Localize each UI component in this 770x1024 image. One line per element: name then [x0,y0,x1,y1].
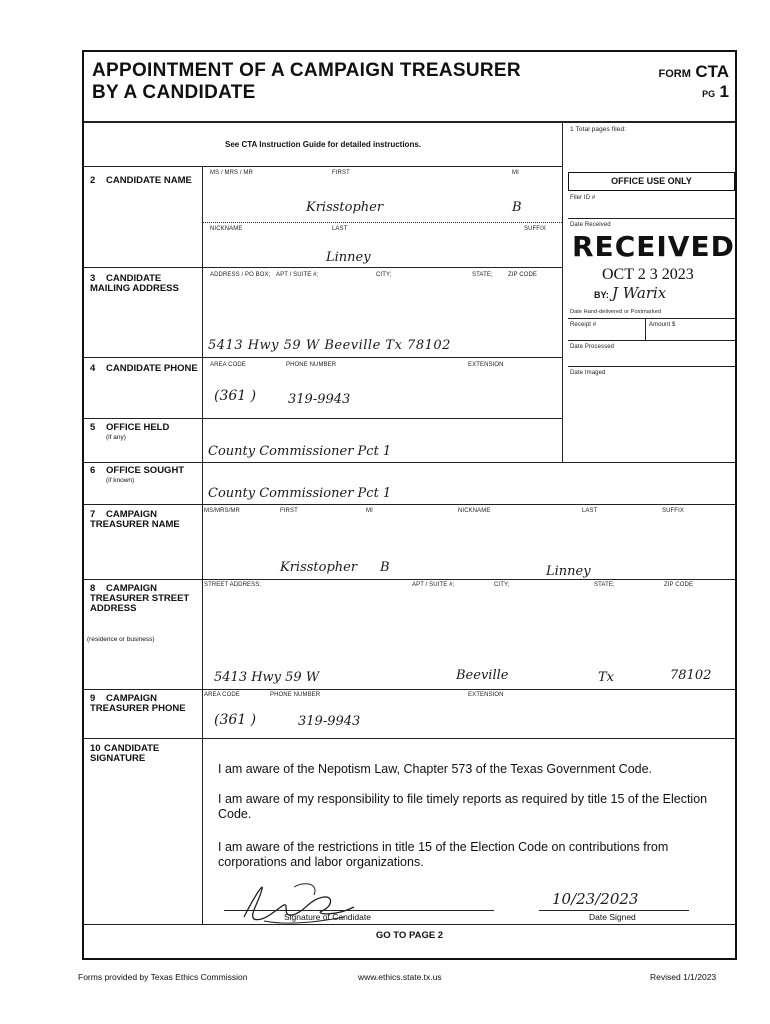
treasurer-zip-label: ZIP CODE [664,582,694,588]
footer-revised: Revised 1/1/2023 [650,972,717,982]
treasurer-city-label: CITY; [494,582,510,588]
candidate-address-value: 5413 Hwy 59 W Beeville Tx 78102 [208,338,451,353]
instructions-text: See CTA Instruction Guide for detailed instructions. [224,140,422,149]
form-number [609,62,729,102]
treasurer-last-name: Linney [546,564,591,579]
title-line-1: APPOINTMENT OF A CAMPAIGN TREASURER [92,60,521,81]
treasurer-zip-value: 78102 [670,668,712,683]
nickname-label: NICKNAME [210,226,243,232]
treasurer-city-value: Beeville [456,668,509,683]
office-held-value: County Commissioner Pct 1 [208,444,392,459]
page-number: 1 [719,82,729,101]
treasurer-extension-label: EXTENSION [468,692,504,698]
treasurer-nickname-label: NICKNAME [458,508,491,514]
stamp-date: OCT 2 3 2023 [602,266,694,283]
ms-mrs-mr-label: MS / MRS / MR [210,170,253,176]
treasurer-middle-initial: B [380,560,390,575]
date-signed-label: Date Signed [589,912,636,922]
receipt-label: Receipt # [570,322,597,328]
candidate-first-name: Krisstopher [306,200,384,215]
treasurer-first-name: Krisstopher [280,560,358,575]
hand-delivered-label: Date Hand-delivered or Postmarked [570,309,662,315]
footer-provided-by: Forms provided by Texas Ethics Commission [78,972,248,982]
candidate-signature-label: 10 CANDIDATE SIGNATURE [90,743,160,764]
candidate-address-label: 3 CANDIDATE MAILING ADDRESS [90,273,179,294]
date-processed-label: Date Processed [570,344,615,350]
treasurer-mi-label: MI [366,508,373,514]
treasurer-phone-number-label: PHONE NUMBER [270,692,321,698]
form-title [92,60,592,104]
zip-label: ZIP CODE [508,272,538,278]
candidate-area-code: (361 ) [214,388,257,404]
date-imaged-label: Date Imaged [570,370,606,376]
treasurer-phone-number: 319-9943 [298,714,361,729]
treasurer-area-code-label: AREA CODE [204,692,240,698]
form-code: CTA [695,62,729,81]
candidate-phone-number: 319-9943 [288,392,351,407]
office-sought-value: County Commissioner Pct 1 [208,486,392,501]
responsibility-statement: I am aware of my responsibility to file timely reports as required by title 15 of the Election Code. [218,792,708,821]
last-label: LAST [332,226,348,232]
residence-or-business-note: (residence or business) [87,636,155,643]
city-label: CITY; [376,272,392,278]
candidate-phone-label: 4 CANDIDATE PHONE [90,363,198,374]
treasurer-last-label: LAST [582,508,598,514]
office-sought-label: 6 OFFICE SOUGHT (if known) [90,465,185,484]
stamp-by-prefix: BY: [594,290,609,300]
address-label: ADDRESS / PO BOX; [210,272,271,278]
office-use-title: OFFICE USE ONLY [568,172,735,191]
received-stamp [572,230,735,308]
treasurer-area-code: (361 ) [214,712,257,728]
restrictions-statement: I am aware of the restrictions in title 15 of the Election Code on contributions from corporations and labor organizations. [218,840,669,869]
form-prefix: FORM [658,68,691,80]
stamp-received: RECEIVED [572,230,735,263]
page-prefix: PG [702,89,716,99]
treasurer-state-value: Tx [598,670,615,685]
stamp-signature: J Warix [612,284,667,302]
treasurer-first-label: FIRST [280,508,298,514]
footer-url: www.ethics.state.tx.us [358,972,442,982]
phone-number-label: PHONE NUMBER [286,362,337,368]
candidate-middle-initial: B [512,200,522,215]
amount-label: Amount $ [649,322,676,328]
title-line-2: BY A CANDIDATE [92,82,256,103]
treasurer-state-label: STATE; [594,582,615,588]
first-label: FIRST [332,170,350,176]
treasurer-name-label: 7 CAMPAIGN TREASURER NAME [90,509,180,530]
state-label: STATE; [472,272,493,278]
total-pages-label: 1 Total pages filed: [570,126,627,133]
treasurer-phone-label: 9 CAMPAIGN TREASURER PHONE [90,693,186,714]
street-address-label: STREET ADDRESS; [204,582,262,588]
treasurer-street-value: 5413 Hwy 59 W [214,670,320,685]
extension-label: EXTENSION [468,362,504,368]
candidate-name-label: 2 CANDIDATE NAME [90,175,192,186]
suffix-label: SUFFIX [524,226,546,232]
date-signed-value: 10/23/2023 [552,890,639,908]
go-to-page-2: GO TO PAGE 2 [375,930,444,941]
mi-label: MI [512,170,519,176]
filer-id-label: Filer ID # [570,195,596,201]
signature-of-candidate-label: Signature of Candidate [284,912,371,922]
treasurer-apt-label: APT / SUITE #; [412,582,455,588]
treasurer-ms-label: MS/MRS/MR [204,508,240,514]
date-received-label: Date Received [570,222,611,228]
nepotism-statement: I am aware of the Nepotism Law, Chapter 573 of the Texas Government Code. [218,762,653,776]
office-use-box [568,172,735,462]
candidate-last-name: Linney [326,250,371,265]
cta-form [82,50,737,960]
area-code-label: AREA CODE [210,362,246,368]
office-held-label: 5 OFFICE HELD (if any) [90,422,170,441]
treasurer-address-label: 8 CAMPAIGN TREASURER STREET ADDRESS [90,583,190,614]
treasurer-suffix-label: SUFFIX [662,508,684,514]
apt-label: APT / SUITE #; [276,272,319,278]
